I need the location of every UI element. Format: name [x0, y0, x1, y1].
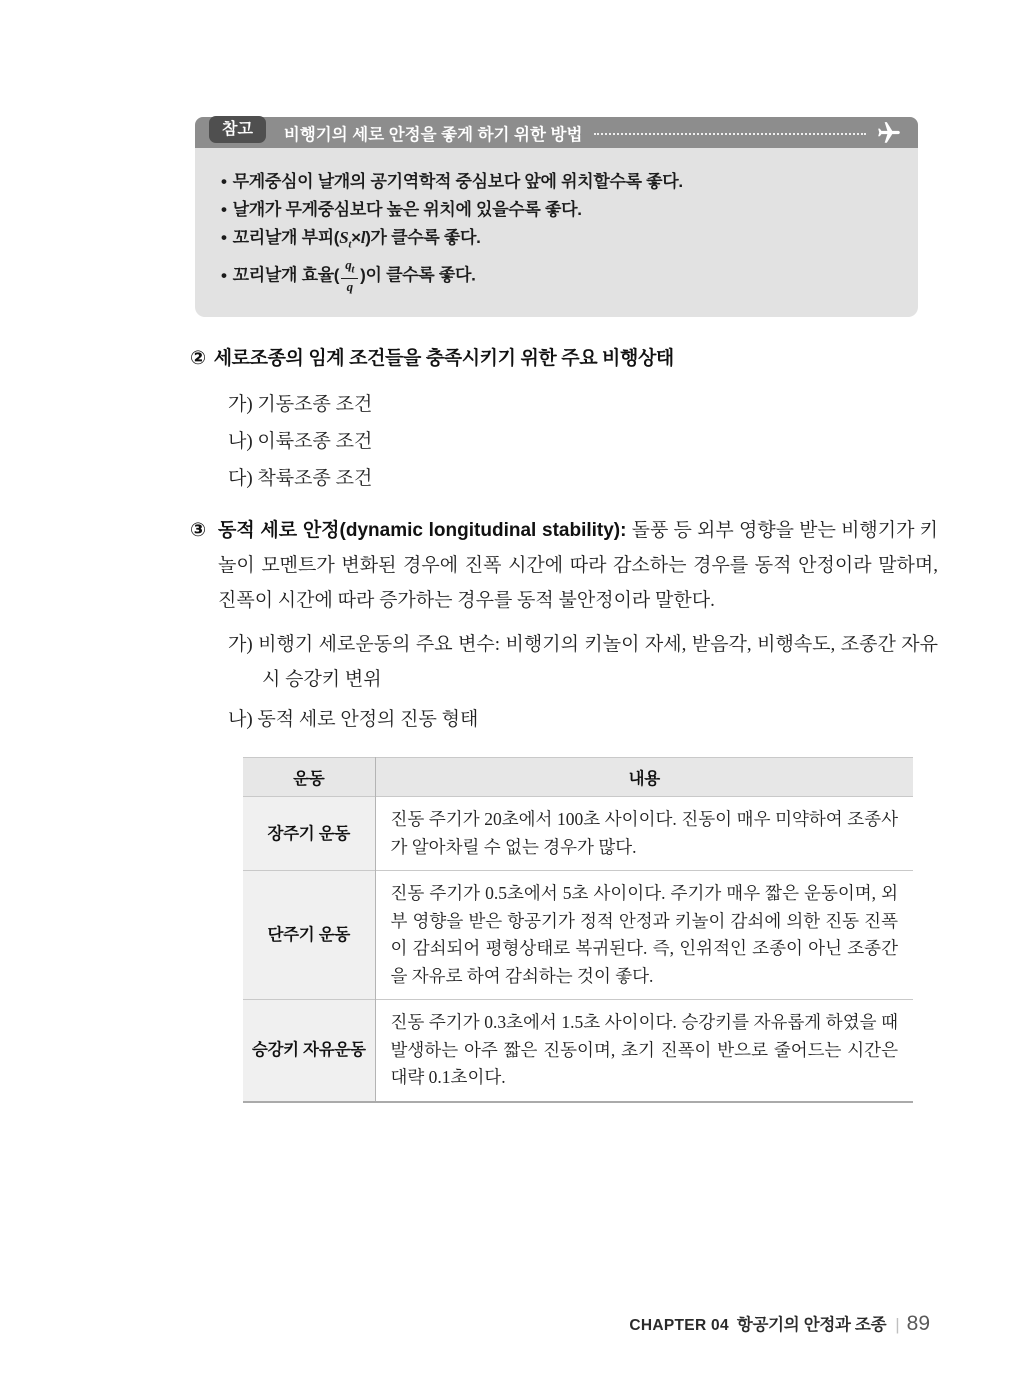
list-item: 가) 비행기 세로운동의 주요 변수: 비행기의 키놀이 자세, 받음각, 비행속도, 조종간 자유 시 승강키 변위: [228, 634, 938, 690]
table-header-row: [243, 758, 913, 797]
row-label: 장주기 운동: [243, 797, 375, 871]
column-header-motion: 운동: [243, 758, 375, 797]
airplane-icon: [876, 120, 902, 146]
row-label: 단주기 운동: [243, 871, 375, 1000]
math-tail-arm-symbol: l: [360, 228, 366, 247]
row-content: 진동 주기가 20초에서 100초 사이이다. 진동이 매우 미약하여 조종사가 알아차릴 수 없는 경우가 많다.: [375, 797, 913, 871]
oscillation-modes-table: [243, 757, 913, 1103]
footer-separator: |: [895, 1315, 900, 1334]
section-3-paragraph: [190, 513, 938, 618]
reference-box-body: [195, 148, 918, 299]
bullet-text: 무게중심이 날개의 공기역학적 중심보다 앞에 위치할수록 좋다.: [232, 172, 683, 191]
bullet-text: )이 클수록 좋다.: [360, 265, 476, 285]
circled-number-3: ③: [190, 520, 207, 541]
list-item: 나) 동적 세로 안정의 진동 형태: [228, 709, 479, 730]
column-header-content: 내용: [375, 758, 913, 797]
reference-badge: 참고: [209, 116, 266, 144]
math-operator: ×: [351, 228, 361, 247]
row-content: 진동 주기가 0.3초에서 1.5초 사이이다. 승강키를 자유롭게 하였을 때 발생하는 아주 짧은 진동이며, 초기 진폭이 반으로 줄어드는 시간은 대략 0.1초이다.: [375, 1000, 913, 1102]
bullet-text: 꼬리날개 효율(: [232, 265, 340, 285]
section-3: [190, 513, 938, 737]
list-item: [221, 224, 894, 258]
bullet-text: 날개가 무게중심보다 높은 위치에 있을수록 좋다.: [232, 200, 582, 219]
bullet-icon: •: [221, 200, 227, 219]
section-2-title: 세로조종의 임계 조건들을 충족시키기 위한 주요 비행상태: [213, 348, 674, 369]
row-label: 승강키 자유운동: [243, 1000, 375, 1102]
page-number: 89: [906, 1312, 930, 1335]
row-content: 진동 주기가 0.5초에서 5초 사이이다. 주기가 매우 짧은 운동이며, 외부 영향을 받은 항공기가 정적 안정과 키놀이 감쇠에 의한 진동 진폭이 감쇠되어 평형상태로 복귀된다. 즉, 인위적인 조종이 아닌 조종간을 자유로 하여 감쇠하는 것이 좋다.: [375, 871, 913, 1000]
table-row: [243, 797, 913, 871]
reference-box-header: [195, 117, 918, 148]
bullet-icon: •: [221, 265, 227, 285]
section-3-items: [190, 627, 938, 737]
footer-chapter-label: CHAPTER 04: [629, 1317, 729, 1334]
table-row: [243, 1000, 913, 1102]
section-2-heading: [190, 343, 938, 370]
circled-number-2: ②: [190, 348, 206, 369]
reference-box-title: 비행기의 세로 안정을 좋게 하기 위한 방법: [283, 125, 583, 144]
list-item: [221, 168, 894, 196]
footer-chapter-title: 항공기의 안정과 조종: [736, 1316, 887, 1334]
list-item: [221, 196, 894, 224]
reference-box: [195, 117, 918, 317]
math-tail-efficiency-fraction: $\frac{q_t}{q}$: [341, 258, 358, 294]
section-2-items: [190, 386, 938, 497]
list-item: [221, 258, 894, 294]
bullet-text: )가 클수록 좋다.: [365, 228, 481, 247]
math-tail-volume-symbol: $S_t$: [339, 228, 352, 251]
list-item: 다) 착륙조종 조건: [228, 468, 373, 489]
bullet-icon: •: [221, 172, 227, 191]
section-3-title: 동적 세로 안정(dynamic longitudinal stability):: [218, 520, 627, 541]
list-item: 가) 기동조종 조건: [228, 394, 373, 415]
table-row: [243, 871, 913, 1000]
main-content: [190, 343, 938, 1103]
page-footer: [629, 1311, 930, 1336]
dotted-leader-line: [594, 133, 866, 135]
bullet-text: 꼬리날개 부피(: [232, 228, 340, 247]
list-item: 나) 이륙조종 조건: [228, 431, 373, 452]
section-3-body: 돌풍 등 외부 영향을 받는 비행기가 키놀이 모멘트가 변화된 경우에 진폭 시간에 따라 감소하는 경우를 동적 안정이라 말하며, 진폭이 시간에 따라 증가하는 경우를 동적 불안정이라 말한다.: [218, 520, 939, 611]
bullet-icon: •: [221, 228, 227, 247]
